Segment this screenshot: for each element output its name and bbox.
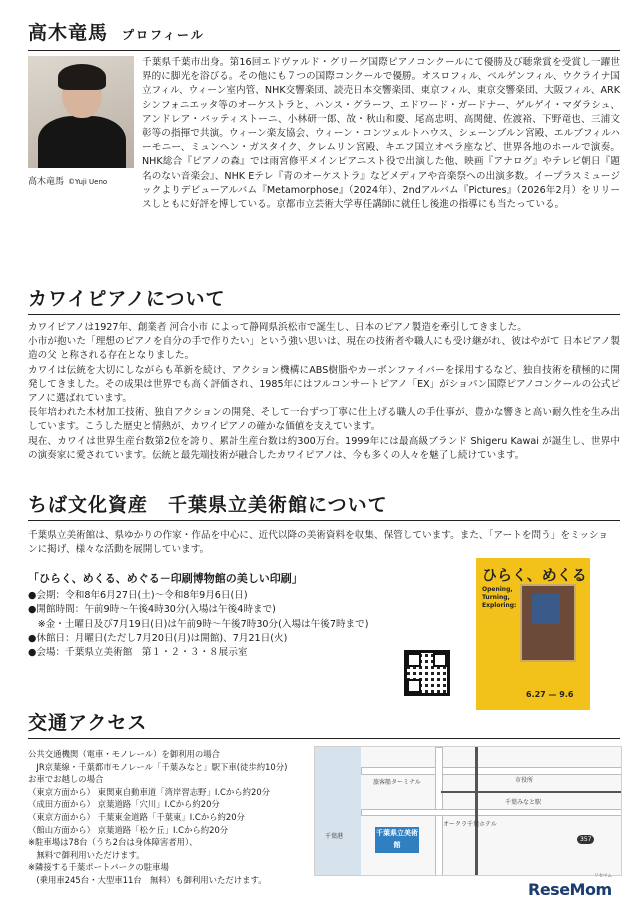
event-line: ●開館時間：午前9時～午後4時30分(入場は午後4時まで)	[28, 604, 276, 616]
map-rail	[441, 791, 621, 793]
logo-text: ReseMom	[528, 880, 612, 899]
poster-title-jp: ひらく、めくる	[482, 566, 587, 584]
map-label-hotel: オークラ千葉ホテル	[443, 821, 497, 828]
access-text	[28, 748, 308, 887]
map-label-station: 千葉みなと駅	[505, 799, 542, 806]
map-museum-marker	[375, 827, 419, 853]
poster-title-en: Opening, Turning, Exploring:	[482, 586, 517, 609]
map-label-port: 千葉港	[325, 833, 344, 840]
event-line: ●休館日：月曜日(ただし7月20日(月)は開館)、7月21日(火)	[28, 632, 288, 644]
museum-intro: 千葉県立美術館は、県ゆかりの作家・作品を中心に、近代以降の美術資料を収集、保管しています。また、「アートを問う」をミッションに掲げ、様々な活動を展開しています。	[28, 530, 608, 556]
map-rail	[475, 747, 478, 875]
logo-small-text: リセマム	[593, 873, 612, 879]
artist-photo	[28, 56, 134, 168]
kawai-paragraph: 長年培われた木材加工技術、独自アクションの開発、そして一台ずつ丁寧に仕上げる職人の手仕事が、豊かな響きと高い耐久性を生み出しています。こうした歴史と情熱が、カワイピアノの確かな価値を支えています。	[28, 407, 620, 433]
access-line: （東京方面から） 千葉東金道路「千葉東」I.Cから約20分	[28, 811, 245, 822]
kawai-section	[28, 288, 620, 463]
map-route-marker: 357	[577, 835, 594, 844]
kawai-paragraph: 小市が抱いた「理想のピアノを自分の手で作りたい」という強い思いは、現在の技術者や職人にも受け継がれ、彼はやがて 日本ピアノ製造の父 と称される存在となりました。	[28, 336, 620, 362]
access-line: ※隣接する千葉ポートパークの駐車場	[28, 862, 169, 873]
kawai-paragraph: カワイピアノは1927年、創業者 河合小市 によって静岡県浜松市で誕生し、日本のピアノ製造を牽引してきました。	[28, 322, 527, 333]
event-line: ●会期：令和8年6月27日(土)～令和8年9月6日(日)	[28, 590, 248, 602]
access-line: （東京方面から） 東関東自動車道「湾岸習志野」I.Cから約20分	[28, 786, 271, 797]
photo-caption-name: 高木竜馬	[28, 177, 65, 187]
kawai-heading: カワイピアノについて	[28, 288, 620, 315]
event-line: ※金・土曜日及び7月19日(日)は午前9時～午後7時30分(入場は午後7時まで)	[28, 618, 369, 630]
kawai-paragraph: カワイは伝統を大切にしながらも革新を続け、アクション機構にABS樹脂やカーボンファイバーを採用するなど、独自技術を積極的に開発してきました。その成果は世界でも高く評価され、1985年にはフルコンサートピアノ「EX」がショパン国際ピアノコンクールの公式ピアノに選ばれています。	[28, 364, 620, 405]
access-line: 無料で御利用いただけます。	[28, 849, 145, 860]
event-line: ●会場：千葉県立美術館 第１・２・３・８展示室	[28, 647, 248, 659]
map-label-city-hall: 市役所	[515, 777, 534, 784]
profile-section	[28, 22, 620, 312]
kawai-body	[28, 321, 620, 463]
map-road	[361, 809, 622, 816]
exhibition-poster	[476, 558, 590, 710]
access-line: ※駐車場は78台（うち2台は身体障害者用）、	[28, 837, 198, 848]
museum-heading: ちば文化資産 千葉県立美術館について	[28, 494, 620, 521]
access-heading: 交通アクセス	[28, 712, 620, 739]
qr-code[interactable]	[404, 650, 450, 696]
poster-dates: 6.27 — 9.6	[526, 690, 574, 699]
access-line: （館山方面から） 京葉道路「松ケ丘」I.Cから約20分	[28, 824, 229, 835]
access-line: 公共交通機関（電車・モノレール）を御利用の場合	[28, 749, 221, 759]
museum-section	[28, 494, 620, 714]
photo-caption	[28, 174, 138, 187]
access-line: (乗用車245台・大型車11台 無料）も御利用いただけます。	[28, 874, 267, 885]
map-label-museum: 千葉県立美術館	[376, 829, 418, 849]
sea-area	[315, 747, 361, 875]
profile-subtitle: プロフィール	[122, 28, 205, 42]
access-section	[28, 712, 620, 885]
event-info	[28, 570, 438, 660]
map-road	[361, 767, 622, 775]
access-line: お車でお越しの場合	[28, 774, 104, 785]
access-map	[314, 746, 622, 876]
photo-credit: ©Yuji Ueno	[68, 178, 108, 186]
access-line: JR京葉線・千葉都市モノレール「千葉みなと」駅下車(徒歩約10分)	[28, 761, 288, 772]
profile-heading	[28, 22, 620, 51]
map-label-terminal: 旅客船ターミナル	[373, 779, 421, 786]
event-title: 「ひらく、めくる、めぐる－印刷博物館の美しい印刷」	[28, 572, 303, 585]
profile-text: 千葉県千葉市出身。第16回エドヴァルド・グリーグ国際ピアノコンクールにて優勝及び聴衆賞を受賞し一躍世界的に脚光を浴びる。その他にも７つの国際コンクールで優勝。オスロフィル、ベルゲンフィル、ウクライナ国立フィル、ウィーン室内管、NHK交響楽団、読売日本交響楽団、東京フィル、東京交響楽団、大阪フィル、ARKシンフォニエッタ等のオーケストラと、ハンス・グラーフ、エドワード・ガードナー、ゲルゲイ・マダラシュ、アンドレア・バッティストーニ、小林研一郎、故・秋山和慶、尾高忠明、高関健、佐渡裕、下野竜也、三浦文彰等の指揮で共演。ウィーン楽友協会、ウィーン・コンツェルトハウス、シェーンブルン宮殿、エルブフィルハーモニー、ミュンヘン・ガスタイク、クレムリン宮殿、キエフ国立オペラ座など、世界各地のホールで演奏。NHK総合『ピアノの森』では雨宮修平メインピアニスト役で出演した他、映画『アナログ』やテレビ朝日『題名のない音楽会』、NHK Eテレ『青のオーケストラ』などメディアや音楽祭への出演多数。イープラスミュージックよりデビューアルバム『Metamorphose』（2024年）、2ndアルバム『Pictures』（2026年2月）をリリースしともに好評を博している。京都市立芸術大学専任講師に就任し後進の指導にも当たっている。	[142, 57, 620, 211]
kawai-paragraph: 現在、カワイは世界生産台数第2位を誇り、累計生産台数は約300万台。1999年には最高級ブランド Shigeru Kawai が誕生し、世界中の演奏家に愛されています。伝統と最先端技術が融合したカワイピアノは、今も多くの人々を魅了し続けています。	[28, 435, 620, 461]
resemom-logo	[528, 873, 612, 899]
access-line: （成田方面から） 京葉道路「穴川」I.Cから約20分	[28, 799, 220, 810]
profile-title: 高木竜馬	[28, 22, 109, 44]
